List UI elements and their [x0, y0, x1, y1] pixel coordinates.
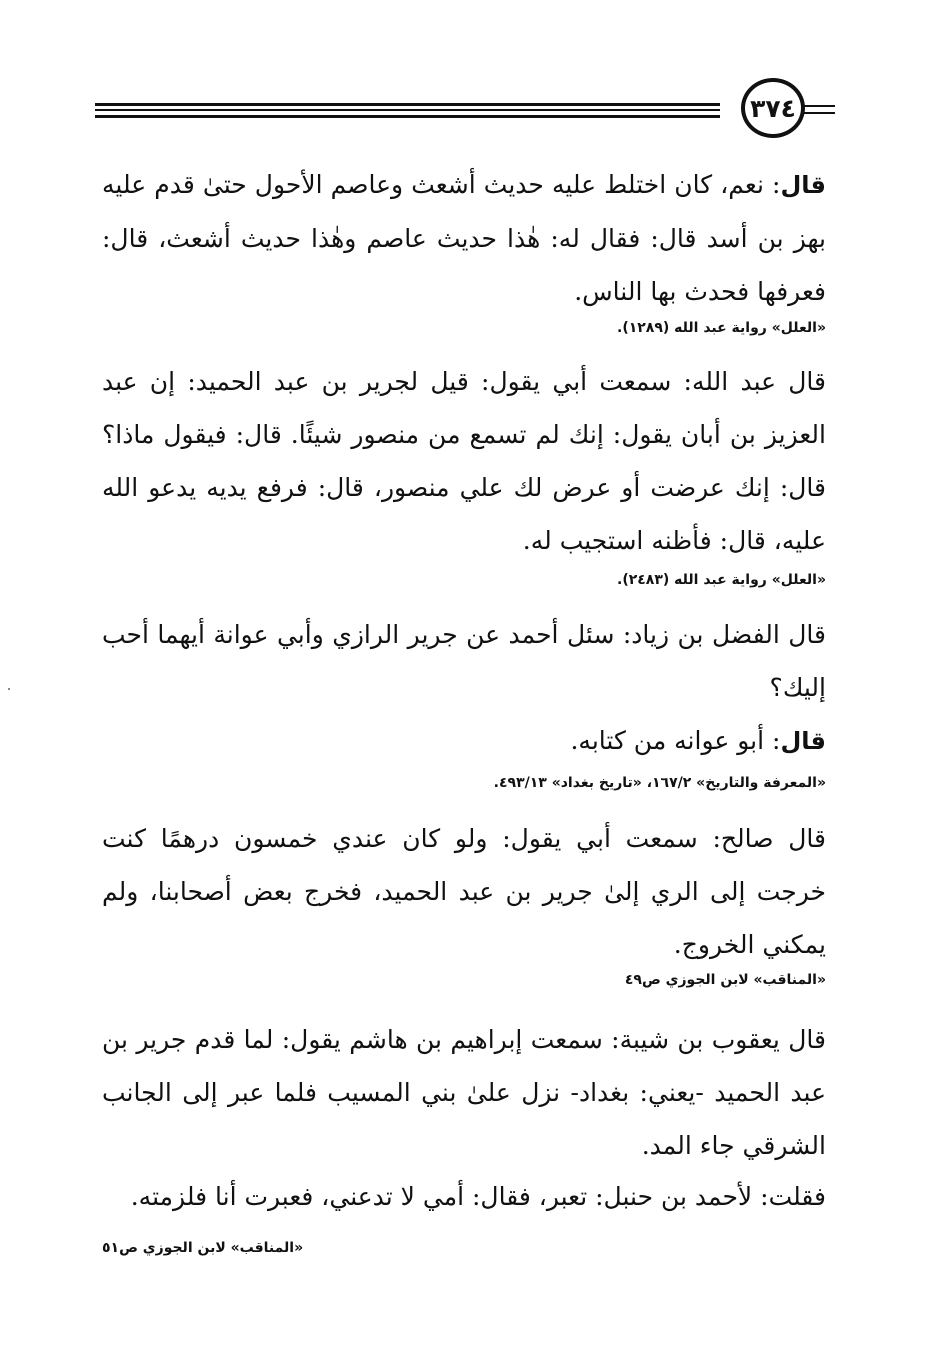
paragraph: [102, 714, 826, 768]
paragraph-text: قال يعقوب بن شيبة: سمعت إبراهيم بن هاشم يقول: لما قدم جرير بن عبد الحميد -يعني: بغداد- نزل علىٰ بني المسيب فلما عبر إلى الجانب الشرقي جاء المد.: [102, 1025, 826, 1160]
header-rule: [95, 115, 720, 118]
paragraph-text: قال الفضل بن زياد: سئل أحمد عن جرير الرازي وأبي عوانة أيهما أحب إليك؟: [102, 620, 826, 702]
header-rule-tail: [803, 105, 835, 107]
header-rule-tail: [803, 112, 835, 114]
source-citation: «العلل» رواية عبد الله (١٢٨٩).: [617, 320, 826, 336]
paragraph-text: فقلت: لأحمد بن حنبل: تعبر، فقال: أمي لا تدعني، فعبرت أنا فلزمته.: [130, 1182, 826, 1211]
header-rule: [95, 103, 720, 106]
paragraph-text: : أبو عوانه من كتابه.: [570, 726, 781, 755]
paragraph-text: قال صالح: سمعت أبي يقول: ولو كان عندي خمسون درهمًا كنت خرجت إلى الري إلىٰ جرير بن عبد الحميد، فخرج بعض أصحابنا، ولم يمكني الخروج.: [102, 824, 826, 959]
source-citation: «المعرفة والتاريخ» ١٦٧/٢، «تاريخ بغداد» ٤٩٣/١٣.: [493, 775, 826, 791]
page-number-badge: [741, 78, 805, 138]
speaker-label: قال: [780, 171, 826, 199]
paragraph: [102, 1170, 826, 1223]
header-rule: [95, 109, 720, 111]
source-citation: «المناقب» لابن الجوزي ص٤٩: [624, 972, 826, 988]
paragraph: [102, 812, 826, 971]
source-citation: «العلل» رواية عبد الله (٢٤٨٣).: [617, 572, 826, 588]
page-header: [95, 78, 835, 142]
source-citation: «المناقب» لابن الجوزي ص٥١: [102, 1240, 304, 1256]
speaker-label: قال: [780, 727, 826, 755]
paragraph-text: قال عبد الله: سمعت أبي يقول: قيل لجرير بن عبد الحميد: إن عبد العزيز بن أبان يقول: إنك لم تسمع من منصور شيئًا. قال: فيقول ماذا؟ قال: إنك عرضت أو عرض لك علي منصور، قال: فرفع يديه يدعو الله عليه، قال: فأظنه استجيب له.: [102, 367, 826, 555]
paragraph-text: : نعم، كان اختلط عليه حديث أشعث وعاصم الأحول حتىٰ قدم عليه بهز بن أسد قال: فقال له: هٰذا حديث عاصم وهٰذا حديث أشعث، قال: فعرفها فحدث بها الناس.: [102, 170, 826, 306]
scan-speck: [8, 688, 10, 690]
paragraph: [102, 158, 826, 318]
page-number: ٣٧٤: [750, 93, 796, 123]
paragraph: [102, 355, 826, 567]
paragraph: [102, 1013, 826, 1172]
paragraph: [102, 608, 826, 714]
